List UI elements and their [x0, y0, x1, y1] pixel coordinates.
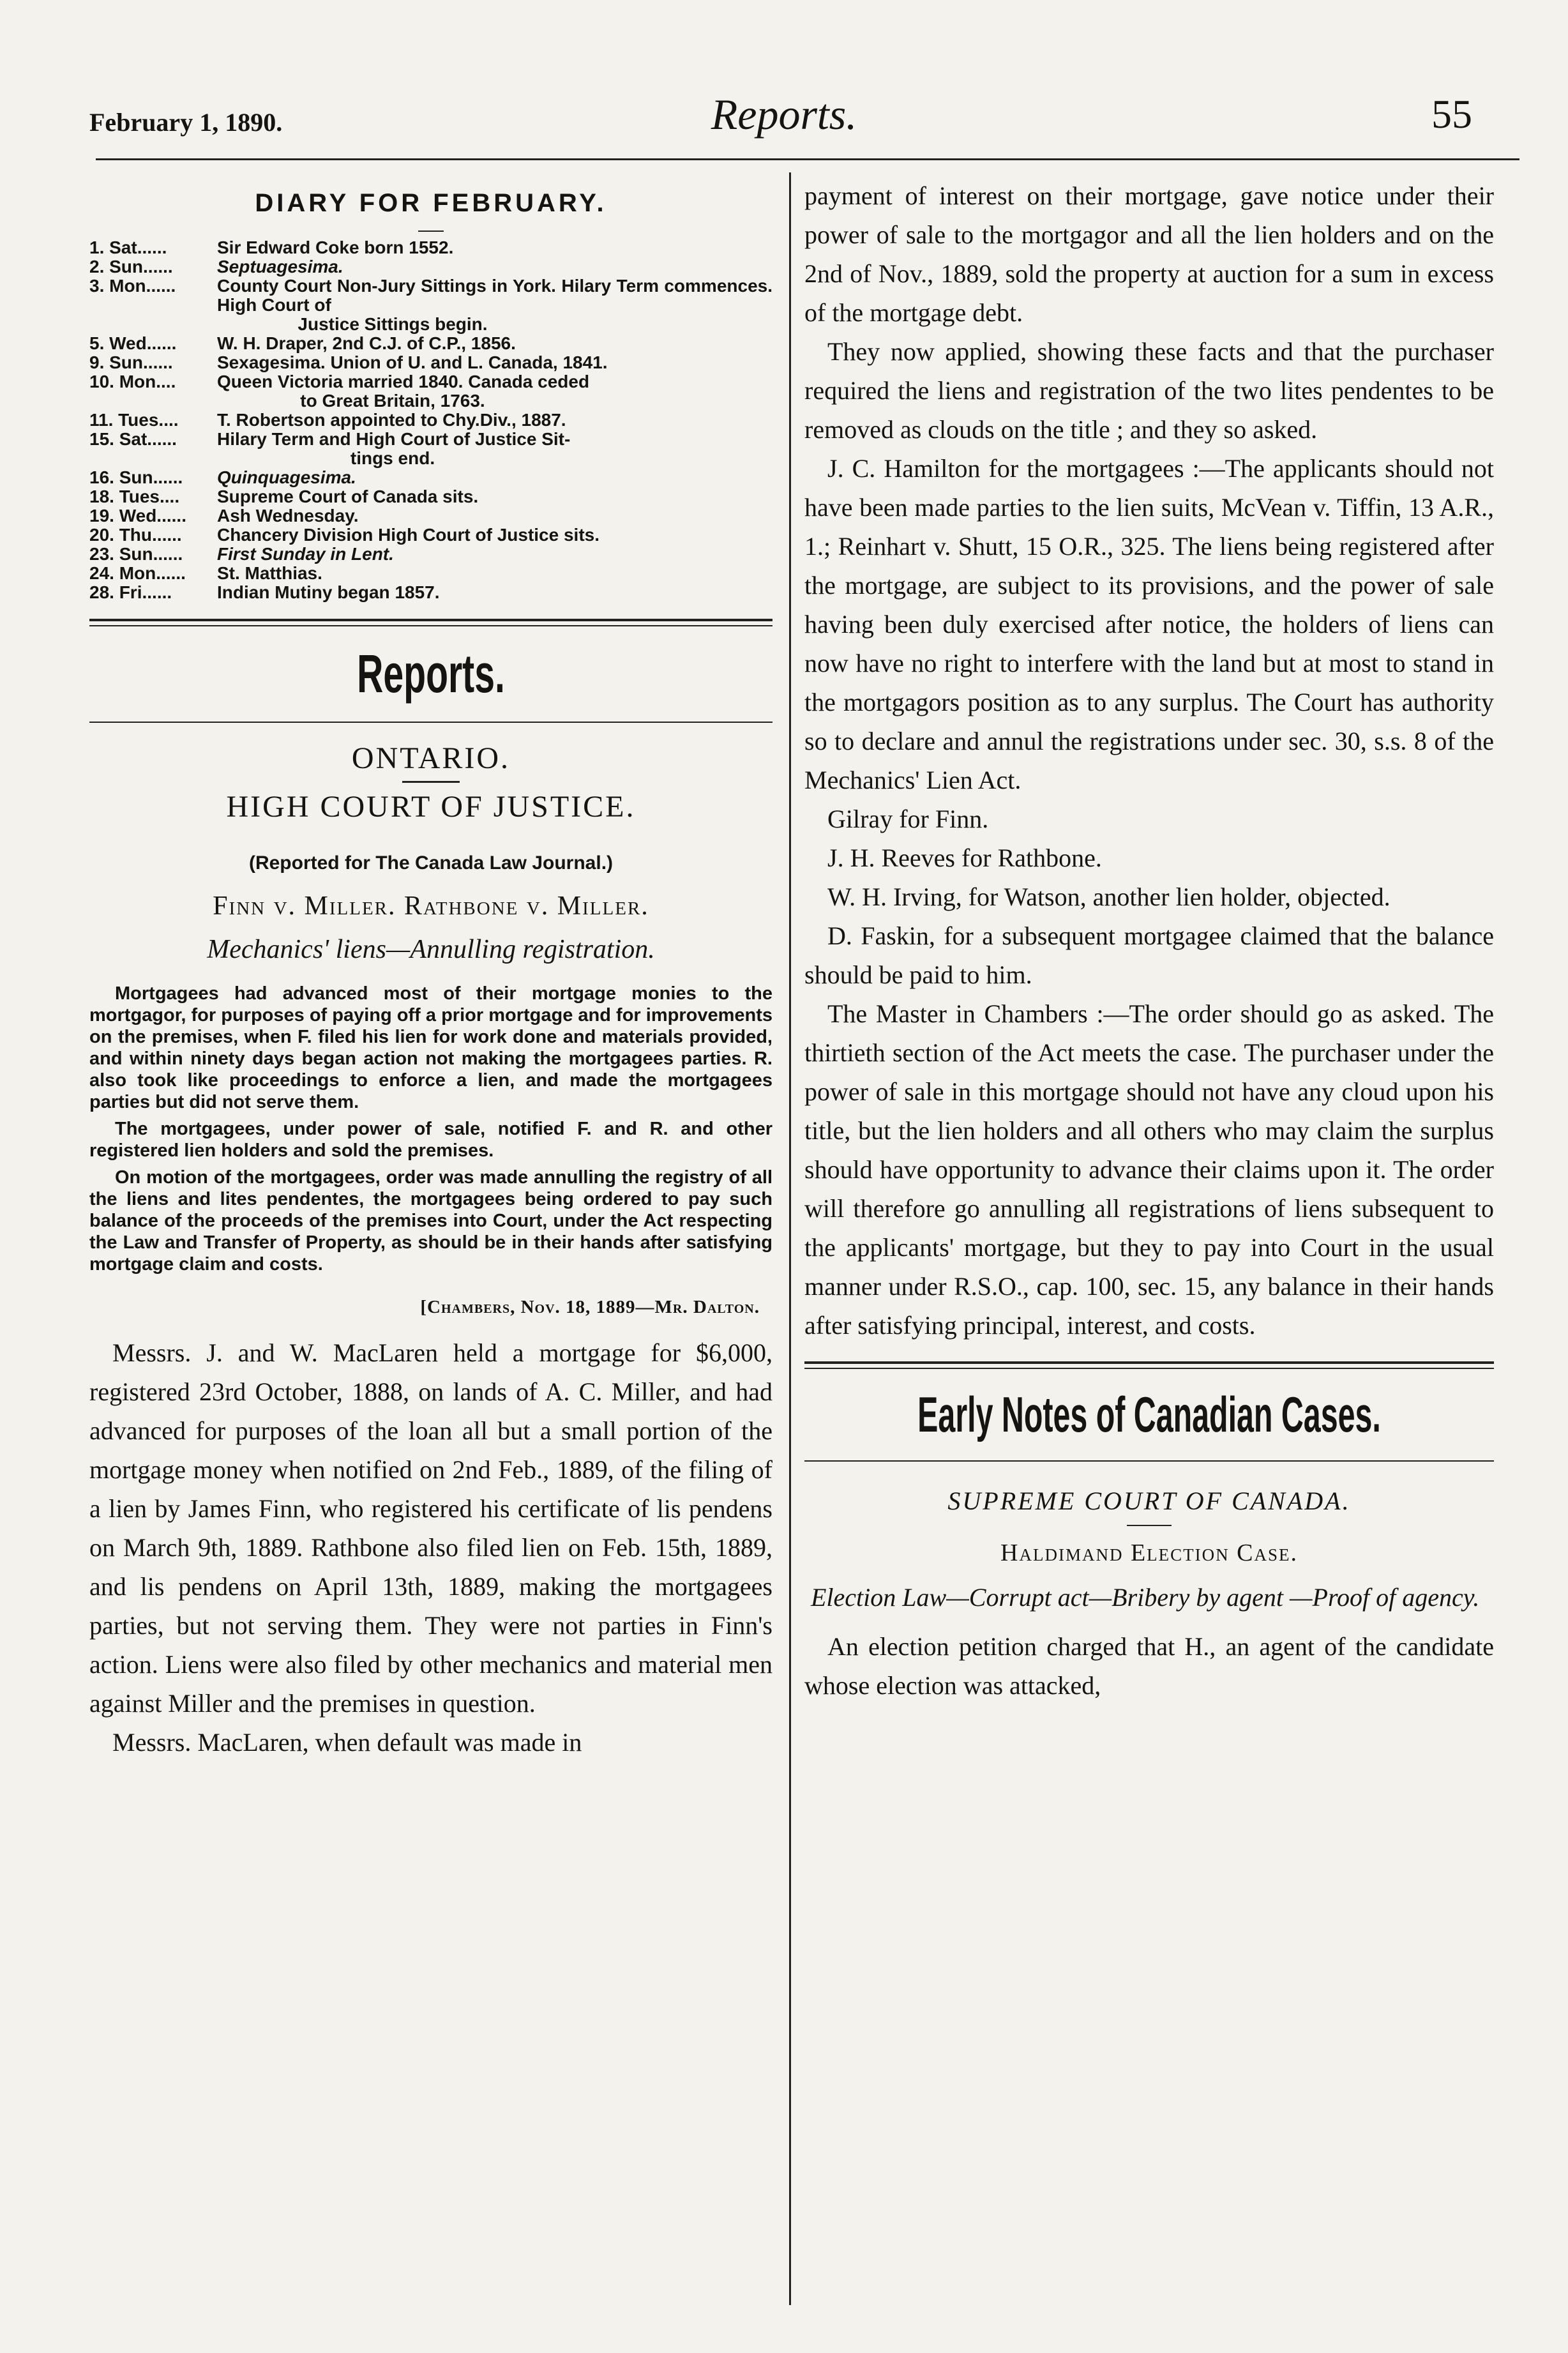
diary-day: 3. Mon...... [89, 276, 176, 296]
diary-continuation [89, 391, 773, 411]
diary-day: 5. Wed...... [89, 333, 177, 353]
body-paragraph: They now applied, showing these facts and that the purchaser required the liens and registration of the two lites pendentes to be removed as clouds on the title ; and they so asked. [804, 337, 1494, 444]
diary-entry [89, 276, 773, 315]
diary-event: Hilary Term and High Court of Justice Sit- [217, 429, 571, 449]
court-reference: [Chambers, Nov. 18, 1889—Mr. Dalton. [420, 1297, 760, 1317]
diary-entry [89, 583, 773, 602]
diary-entry [89, 526, 773, 545]
counsel-line: Gilray for Finn. [827, 805, 989, 833]
reports-heading: Reports. [357, 644, 505, 704]
page-number: 55 [1431, 91, 1472, 137]
counsel-line: D. Faskin, for a subsequent mortgagee claimed that the balance should be paid to him. [804, 921, 1494, 989]
headnote-paragraph: Mortgagees had advanced most of their mortgage monies to the mortgagor, for purposes of paying off a prior mortgage and for improvements on the premises, when F. filed his lien for work done and materials provided, and within ninety days began action not making the mortgagees parties. R. also took like proceedings to enforce a lien, and made the mortgagees parties but did not serve them. [89, 983, 773, 1112]
body-paragraph: Messrs. J. and W. MacLaren held a mortgage for $6,000, registered 23rd October, 1888, on lands of A. C. Miller, and had advanced for purposes of the loan all but a small portion of the mortgage money when notified on 2nd Feb., 1889, of the filing of a lien by James Finn, who registered his certificate of lis pendens on March 9th, 1889. Rathbone also filed lien on Feb. 15th, 1889, and lis pendens on April 13th, 1889, making the mortgagees parties, but not serving them. They were not parties in Finn's action. Liens were also filed by other mechanics and material men against Miller and the premises in question. [89, 1338, 773, 1718]
case-subject: Election Law—Corrupt act—Bribery by agent —Proof of agency. [811, 1583, 1480, 1612]
diary-entry [89, 257, 773, 276]
diary-event: Quinquagesima. [217, 467, 356, 487]
counsel-line: W. H. Irving, for Watson, another lien holder, objected. [827, 882, 1391, 911]
diary-day: 20. Thu...... [89, 525, 182, 545]
diary-entry [89, 545, 773, 564]
diary-entry [89, 334, 773, 353]
province-heading: ONTARIO. [351, 741, 511, 775]
reported-note: (Reported for The Canada Law Journal.) [248, 852, 614, 874]
diary-event: Supreme Court of Canada sits. [217, 487, 479, 506]
diary-day: 11. Tues.... [89, 410, 179, 430]
diary-cont-text: Justice Sittings begin. [298, 314, 488, 334]
judgment-paragraph: The Master in Chambers :—The order should go as asked. The thirtieth section of the Act meets the case. The purchaser under the power of sale in this mortgage should not have any cloud upon his title, but the lien holders and all others who may claim the surplus should have opportunity to advance their claims upon it. The order will therefore go annulling all registrations of liens subsequent to the applicants' mortgage, but they to pay into Court in the usual manner under R.S.O., cap. 100, sec. 15, any balance in their hands after satisfying principal, interest, and costs. [804, 999, 1494, 1340]
diary-event: Chancery Division High Court of Justice sits. [217, 525, 600, 545]
body-paragraph: payment of interest on their mortgage, gave notice under their power of sale to the mortgagor and all the lien holders and on the 2nd of Nov., 1889, sold the property at auction for a sum in excess of the mortgage debt. [804, 181, 1494, 327]
section-divider [804, 1361, 1494, 1369]
headnote-paragraph: On motion of the mortgagees, order was made annulling the registry of all the liens and lites pendentes, the mortgagees being ordered to pay such balance of the proceeds of the premises into Court, under the Act respecting the Law and Transfer of Property, as should be in their hands after satisfying mortgage claim and costs. [89, 1167, 773, 1275]
diary-day: 18. Tues.... [89, 487, 180, 506]
diary-event: T. Robertson appointed to Chy.Div., 1887. [217, 410, 566, 430]
diary-event: W. H. Draper, 2nd C.J. of C.P., 1856. [217, 333, 516, 353]
diary-event: Sir Edward Coke born 1552. [217, 238, 454, 257]
diary-event: County Court Non-Jury Sittings in York. Hilary Term commences. High Court of [217, 276, 773, 315]
right-column [804, 172, 1494, 1705]
diary-entry [89, 238, 773, 257]
diary-event: Sexagesima. Union of U. and L. Canada, 1841. [217, 352, 608, 372]
supreme-court-heading: SUPREME COURT OF CANADA. [947, 1487, 1351, 1515]
header-date: February 1, 1890. [89, 108, 283, 137]
diary-entry [89, 430, 773, 449]
body-paragraph: Messrs. MacLaren, when default was made in [112, 1728, 582, 1757]
early-notes-heading: Early Notes of Canadian Cases. [917, 1386, 1381, 1442]
diary-event: St. Matthias. [217, 563, 322, 583]
case-title: Haldimand Election Case. [1000, 1540, 1298, 1566]
diary-day: 9. Sun...... [89, 352, 173, 372]
diary-day: 28. Fri...... [89, 582, 172, 602]
diary-entry [89, 353, 773, 372]
left-column [89, 172, 773, 1762]
heading-rule [1127, 1525, 1172, 1526]
column-divider [789, 172, 791, 2305]
section-divider [89, 619, 773, 626]
headnote-paragraph: The mortgagees, under power of sale, notified F. and R. and other registered lien holders and sold the premises. [89, 1119, 773, 1161]
court-heading: HIGH COURT OF JUSTICE. [226, 790, 636, 824]
diary-entry [89, 487, 773, 506]
diary-day: 10. Mon.... [89, 372, 176, 391]
case-subject: Mechanics' liens—Annulling registration. [207, 935, 655, 964]
diary-title-rule [418, 231, 444, 232]
diary-event: Ash Wednesday. [217, 506, 359, 526]
diary-continuation [89, 449, 773, 468]
diary-event: First Sunday in Lent. [217, 544, 394, 564]
body-paragraph: J. C. Hamilton for the mortgagees :—The applicants should not have been made parties to the lien suits, McVean v. Tiffin, 13 A.R., 1.; Reinhart v. Shutt, 15 O.R., 325. The liens being registered after the mortgage, are subject to its provisions, and the power of sale having been duly exercised after notice, the holders of liens can now have no right to interfere with the land but at most to stand in the mortgagors position as to any surplus. The Court has authority so to declare and annul the registrations under sec. 30, s.s. 8 of the Mechanics' Lien Act. [804, 454, 1494, 794]
diary-continuation [89, 315, 773, 334]
diary-day: 15. Sat...... [89, 429, 177, 449]
diary-cont-text: to Great Britain, 1763. [300, 391, 485, 411]
diary-day: 23. Sun...... [89, 544, 183, 564]
diary-entry [89, 372, 773, 391]
diary-entry [89, 411, 773, 430]
diary-cont-text: tings end. [350, 448, 435, 468]
diary-day: 24. Mon...... [89, 563, 186, 583]
diary-event: Indian Mutiny began 1857. [217, 582, 440, 602]
section-divider [804, 1460, 1494, 1462]
section-divider [89, 722, 773, 723]
diary-event: Queen Victoria married 1840. Canada ceded [217, 372, 590, 391]
diary-list [89, 238, 773, 602]
counsel-line: J. H. Reeves for Rathbone. [827, 844, 1102, 872]
diary-title: DIARY FOR FEBRUARY. [255, 189, 607, 217]
diary-event: Septuagesima. [217, 257, 343, 276]
diary-entry [89, 564, 773, 583]
case-title: Finn v. Miller. Rathbone v. Miller. [213, 891, 649, 921]
diary-day: 19. Wed...... [89, 506, 186, 526]
diary-day: 1. Sat...... [89, 238, 167, 257]
diary-entry [89, 468, 773, 487]
diary-day: 16. Sun...... [89, 467, 183, 487]
header-rule [96, 158, 1519, 160]
diary-entry [89, 506, 773, 526]
body-paragraph: An election petition charged that H., an agent of the candidate whose election was attacked, [804, 1632, 1494, 1700]
header-title: Reports. [711, 90, 857, 139]
heading-rule [402, 781, 460, 783]
diary-day: 2. Sun...... [89, 257, 173, 276]
